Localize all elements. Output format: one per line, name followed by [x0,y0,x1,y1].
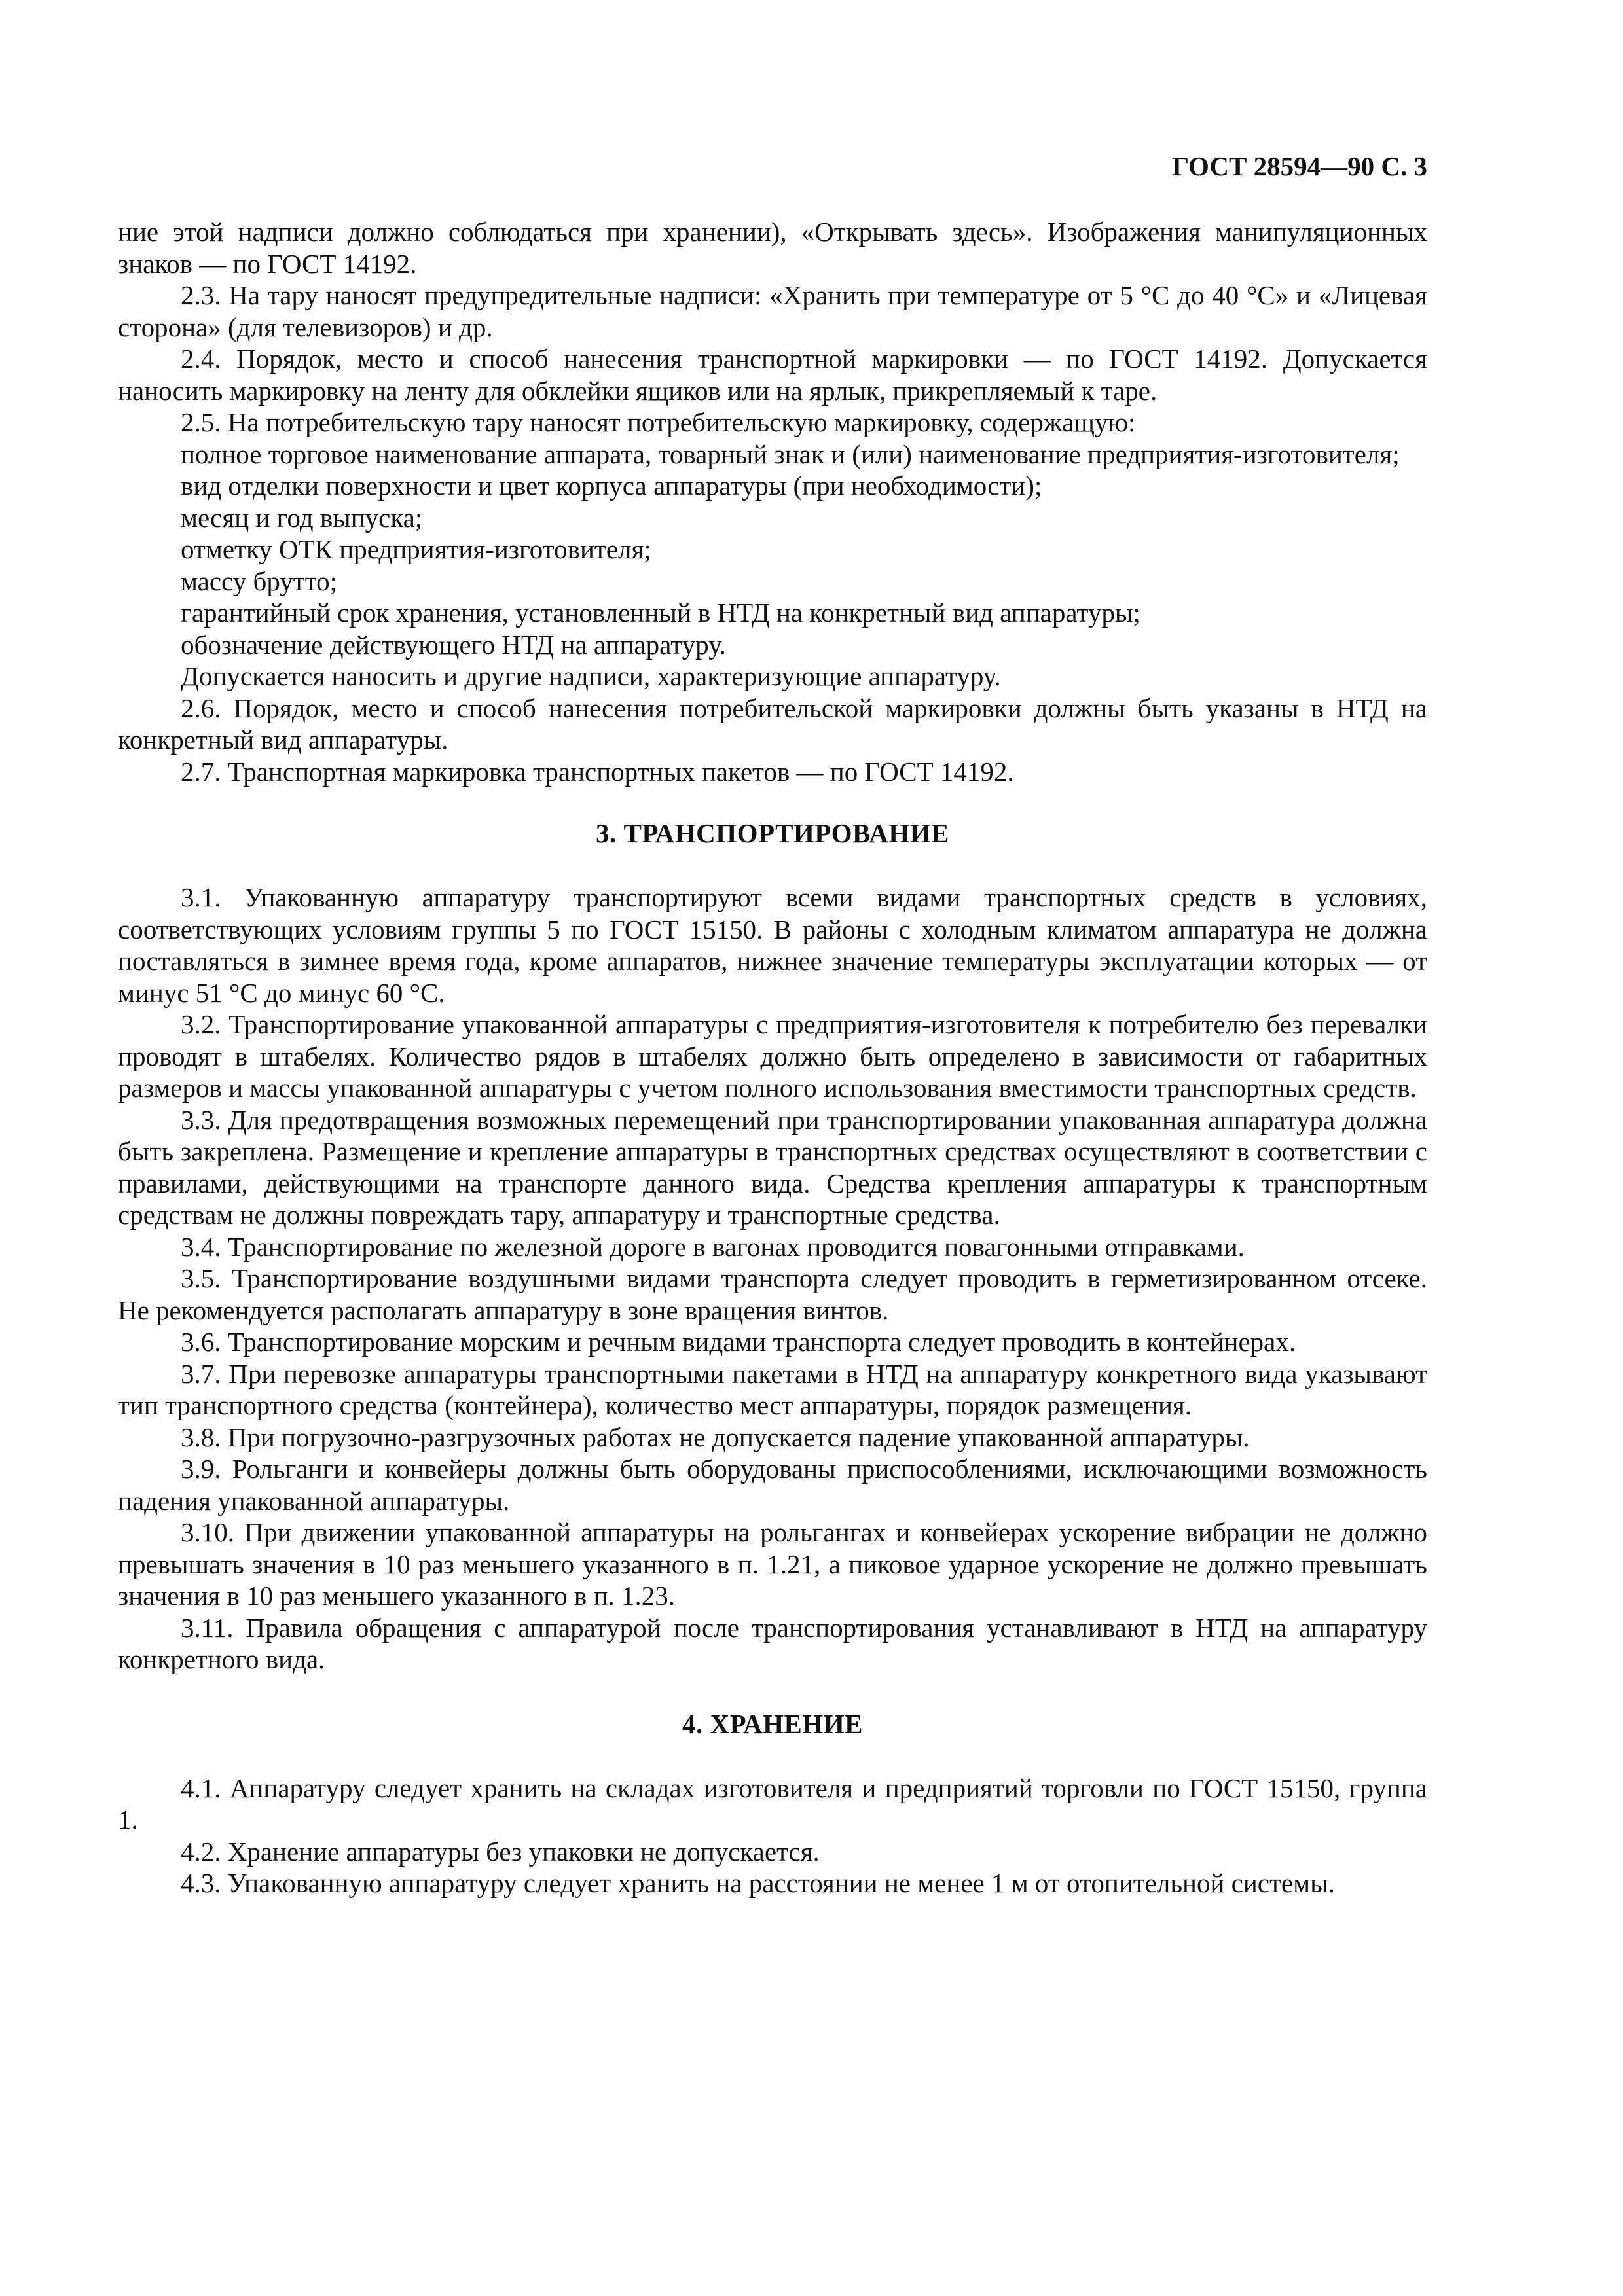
paragraph: 2.5. На потребительскую тару наносят потребительскую маркировку, содержащую: [181,407,1136,437]
paragraph: 2.4. Порядок, место и способ нанесения транспортной маркировки — по ГОСТ 14192. Допускается наносить маркировку на ленту для обклейки ящиков или на ярлык, прикрепляемый к таре. [118,344,1427,406]
paragraph: Допускается наносить и другие надписи, характеризующие аппаратуру. [181,661,1001,691]
paragraph: 3.8. При погрузочно-разгрузочных работах не допускается падение упакованной аппаратуры. [181,1422,1250,1452]
paragraph: 2.7. Транспортная маркировка транспортных пакетов — по ГОСТ 14192. [181,756,1014,787]
paragraph: месяц и год выпуска; [181,502,423,533]
section-4-body [118,1772,1427,1899]
paragraph: 2.6. Порядок, место и способ нанесения потребительской маркировки должны быть указаны в НТД на конкретный вид аппаратуры. [118,692,1427,755]
paragraph: 3.1. Упакованную аппаратуру транспортируют всеми видами транспортных средств в условиях, соответствующих условиям группы 5 по ГОСТ 15150. В районы с холодным климатом аппаратура не должна поставляться в зимнее время года, кроме аппаратов, нижнее значение температуры эксплуатации которых — от минус 51 °С до минус 60 °С. [118,882,1427,1008]
page-header: ГОСТ 28594—90 С. 3 [1171,151,1427,181]
paragraph: вид отделки поверхности и цвет корпуса аппаратуры (при необходимости); [181,471,1042,501]
paragraph: 3.9. Рольганги и конвейеры должны быть оборудованы приспособлениями, исключающими возможность падения упакованной аппаратуры. [118,1454,1427,1516]
section-3-title: 3. ТРАНСПОРТИРОВАНИЕ [595,818,950,848]
section-4-title: 4. ХРАНЕНИЕ [682,1708,863,1739]
paragraph: 3.7. При перевозке аппаратуры транспортными пакетами в НТД на аппаратуру конкретного вида указывают тип транспортного средства (контейнера), количество мест аппаратуры, порядок размещения. [118,1358,1427,1420]
paragraph: 3.5. Транспортирование воздушными видами транспорта следует проводить в герметизированном отсеке. Не рекомендуется располагать аппаратуру в зоне вращения винтов. [118,1263,1427,1325]
paragraph: обозначение действующего НТД на аппаратуру. [181,629,726,660]
section-3-body [118,882,1427,1676]
paragraph: гарантийный срок хранения, установленный в НТД на конкретный вид аппаратуры; [181,598,1140,628]
paragraph: 4.2. Хранение аппаратуры без упаковки не допускается. [181,1836,820,1867]
paragraph: 4.1. Аппаратуру следует хранить на складах изготовителя и предприятий торговли по ГОСТ 15150, группа 1. [118,1772,1427,1835]
paragraph: 2.3. На тару наносят предупредительные надписи: «Хранить при температуре от 5 °С до 40 °С» и «Лицевая сторона» (для телевизоров) и др. [118,280,1427,342]
paragraph: 3.4. Транспортирование по железной дороге в вагонах проводится повагонными отправками. [181,1231,1245,1262]
paragraph: 3.11. Правила обращения с аппаратурой после транспортирования устанавливают в НТД на аппаратуру конкретного вида. [118,1612,1427,1674]
paragraph: ние этой надписи должно соблюдаться при хранении), «Открывать здесь». Изображения манипуляционных знаков — по ГОСТ 14192. [118,217,1427,279]
document-page [118,151,1427,1899]
paragraph: массу брутто; [181,565,337,596]
paragraph: 3.6. Транспортирование морским и речным видами транспорта следует проводить в контейнерах. [181,1327,1296,1357]
paragraph: 4.3. Упакованную аппаратуру следует хранить на расстоянии не менее 1 м от отопительной системы. [181,1868,1335,1898]
paragraph: полное торговое наименование аппарата, товарный знак и (или) наименование предприятия-изготовителя; [181,439,1400,469]
paragraph: 3.2. Транспортирование упакованной аппаратуры с предприятия-изготовителя к потребителю без перевалки проводят в штабелях. Количество рядов в штабелях должно быть определено в зависимости от габаритных размеров и массы упакованной аппаратуры с учетом полного использования вместимости транспортных средств. [118,1009,1427,1103]
section-2-continued [118,216,1427,787]
paragraph: отметку ОТК предприятия-изготовителя; [181,534,651,564]
paragraph: 3.3. Для предотвращения возможных перемещений при транспортировании упакованная аппаратура должна быть закреплена. Размещение и крепление аппаратуры в транспортных средствах осуществляют в соответствии с правилами, действующими на транспорте данного вида. Средства крепления аппаратуры к транспортным средствам не должны повреждать тару, аппаратуру и транспортные средства. [118,1104,1427,1230]
paragraph: 3.10. При движении упакованной аппаратуры на рольгангах и конвейерах ускорение вибрации не должно превышать значения в 10 раз меньшего указанного в п. 1.21, а пиковое ударное ускорение не должно превышать значения в 10 раз меньшего указанного в п. 1.23. [118,1517,1427,1611]
